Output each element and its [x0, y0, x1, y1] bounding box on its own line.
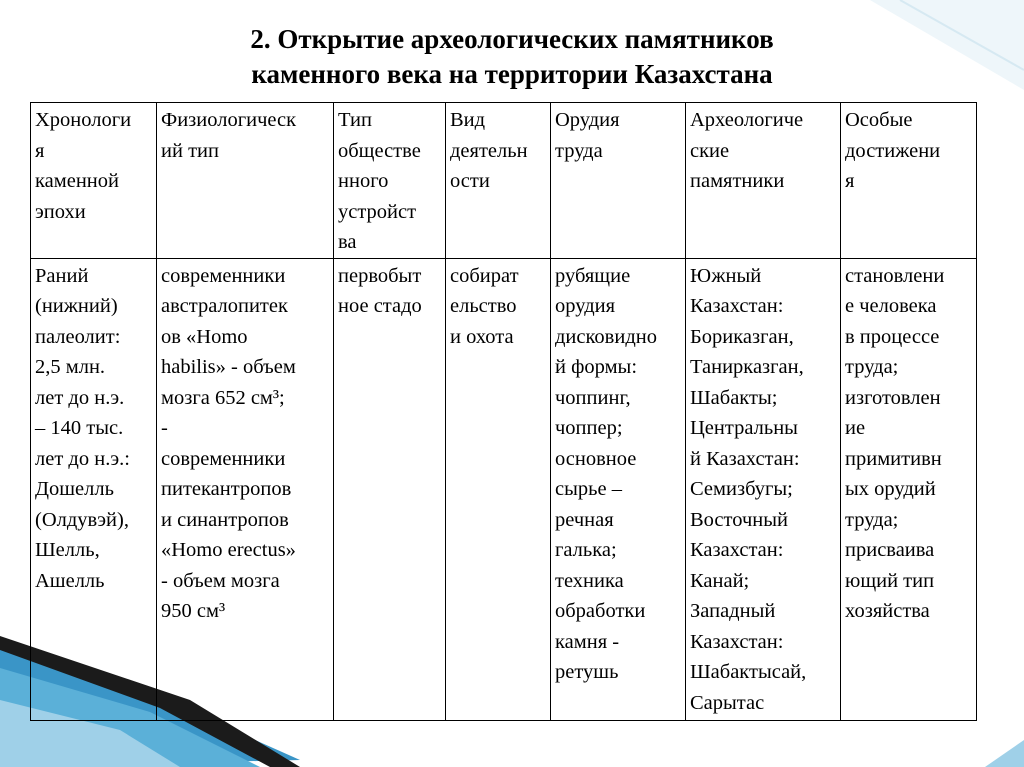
- header-sites: [686, 103, 841, 259]
- cell-chronology: [31, 258, 157, 720]
- header-physiological-type: [157, 103, 334, 259]
- table-header-row: [31, 103, 977, 259]
- cell-tools-text: рубящие орудия дисковидно й формы: чоппинг, чоппер; основное сырье – речная галька; техника обработки камня - ретушь: [555, 264, 657, 683]
- cell-physiological-type-text: современники австралопитек ов «Homo habilis» - объем мозга 652 см³; - современники питекантропов и синантропов «Homo erectus» - объем мозга 950 см³: [161, 264, 296, 622]
- page-title: [150, 22, 874, 92]
- cell-activity: [446, 258, 551, 720]
- stone-age-table: [30, 102, 977, 721]
- cell-sites-text: Южный Казахстан: Бориказган, Танирказган, Шабакты; Центральны й Казахстан: Семизбугы; Восточный Казахстан: Канай; Западный Казахстан: Шабактысай, Сарытас: [690, 264, 807, 714]
- header-sites-text: Археологиче ские памятники: [690, 109, 804, 192]
- header-tools-text: Орудия труда: [555, 109, 620, 162]
- cell-social-structure: [334, 258, 446, 720]
- header-activity-text: Вид деятельн ости: [450, 109, 528, 192]
- cell-chronology-text: Раний (нижний) палеолит: 2,5 млн. лет до н.э. – 140 тыс. лет до н.э.: Дошелль (Олдувэй), Шелль, Ашелль: [35, 264, 130, 592]
- cell-physiological-type: [157, 258, 334, 720]
- table-row: [31, 258, 977, 720]
- cell-activity-text: собират ельство и охота: [450, 264, 519, 348]
- cell-achievements: [841, 258, 977, 720]
- header-chronology-text: Хронологи я каменной эпохи: [35, 109, 132, 223]
- header-physiological-type-text: Физиологическ ий тип: [161, 109, 297, 162]
- header-social-structure: [334, 103, 446, 259]
- cell-sites: [686, 258, 841, 720]
- title-line-1: 2. Открытие археологических памятников: [250, 24, 774, 54]
- header-social-structure-text: Тип обществе нного устройст ва: [338, 109, 421, 253]
- header-chronology: [31, 103, 157, 259]
- header-tools: [551, 103, 686, 259]
- header-activity: [446, 103, 551, 259]
- header-achievements: [841, 103, 977, 259]
- cell-social-structure-text: первобыт ное стадо: [338, 264, 422, 317]
- cell-achievements-text: становлени е человека в процессе труда; изготовлен ие примитивн ых орудий труда; присваива ющий тип хозяйства: [845, 264, 945, 622]
- cell-tools: [551, 258, 686, 720]
- title-line-2: каменного века на территории Казахстана: [251, 59, 773, 89]
- header-achievements-text: Особые достижени я: [845, 109, 941, 192]
